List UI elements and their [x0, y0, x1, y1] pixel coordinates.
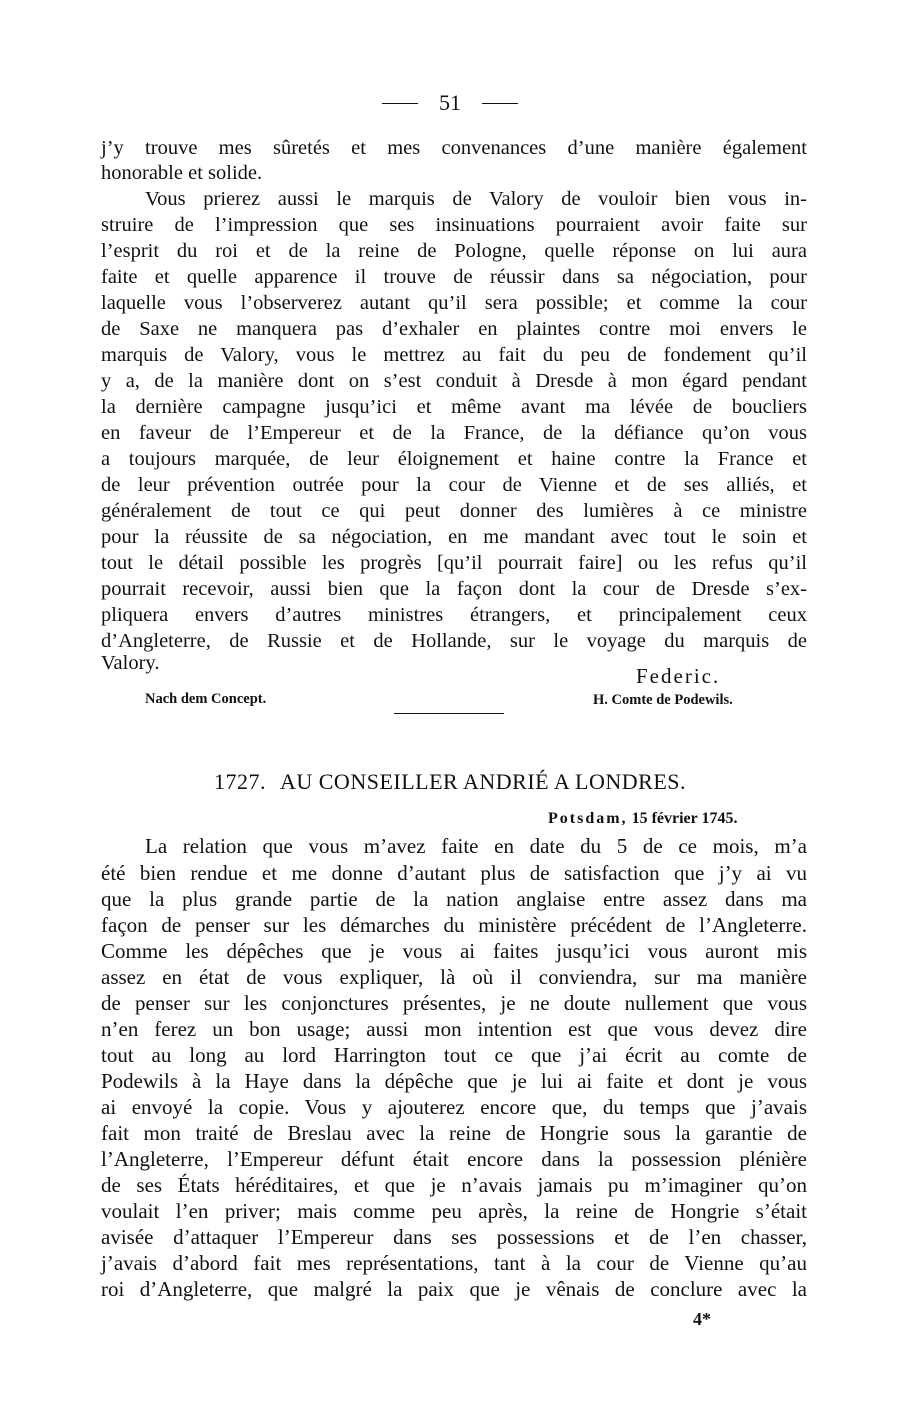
text-line: l’esprit du roi et de la reine de Pologne, quelle réponse on lui aura	[101, 240, 807, 262]
text-line: roi d’Angleterre, que malgré la paix que je vênais de conclure avec la	[101, 1277, 807, 1301]
text-line: en faveur de l’Empereur et de la France, de la défiance qu’on vous	[101, 422, 807, 444]
signature-mark: 4*	[693, 1309, 711, 1329]
text-line: façon de penser sur les démarches du ministère précédent de l’Angleterre.	[101, 913, 807, 937]
page-number: 51	[439, 90, 461, 115]
text-line: l’Angleterre, l’Empereur défunt était encore dans la possession plénière	[101, 1147, 807, 1171]
text-line: n’en ferez un bon usage; aussi mon intention est que vous devez dire	[101, 1017, 807, 1041]
text-line: de penser sur les conjonctures présentes, je ne doute nullement que vous	[101, 991, 807, 1015]
dateline-place: Potsdam,	[548, 810, 628, 827]
text-line: Vous prierez aussi le marquis de Valory de vouloir bien vous in-	[145, 188, 807, 210]
text-line: de ses États héréditaires, et que je n’avais jamais pu m’imaginer qu’on	[101, 1173, 807, 1197]
text-line: pour la réussite de sa négociation, en me mandant avec tout le soin et	[101, 526, 807, 548]
text-line: pourrait recevoir, aussi bien que la façon dont la cour de Dresde s’ex-	[101, 578, 807, 600]
letter-title: AU CONSEILLER ANDRIÉ A LONDRES.	[279, 769, 686, 794]
text-line: la dernière campagne jusqu’ici et même avant ma lévée de boucliers	[101, 396, 807, 418]
text-line: que la plus grande partie de la nation anglaise entre assez dans ma	[101, 887, 807, 911]
section-divider	[394, 713, 504, 714]
text-line: tout au long au lord Harrington tout ce que j’ai écrit au comte de	[101, 1043, 807, 1067]
text-line: avisée d’attaquer l’Empereur dans ses possessions et de l’en chasser,	[101, 1225, 807, 1249]
text-line: de Saxe ne manquera pas d’exhaler en plaintes contre moi envers le	[101, 318, 807, 340]
header-rule-right	[482, 103, 518, 104]
text-line: Comme les dépêches que je vous ai faites jusqu’ici vous auront mis	[101, 939, 807, 963]
text-line: honorable et solide.	[101, 162, 263, 184]
text-line: Valory.	[101, 652, 160, 674]
text-line: struire de l’impression que ses insinuations pourraient avoir faite sur	[101, 214, 807, 236]
letter-number: 1727.	[213, 769, 266, 794]
letter-heading	[0, 767, 900, 797]
text-line: laquelle vous l’observerez autant qu’il sera possible; et comme la cour	[101, 292, 807, 314]
text-line: faite et quelle apparence il trouve de réussir dans sa négociation, pour	[101, 266, 807, 288]
text-line: j’avais d’abord fait mes représentations, tant à la cour de Vienne qu’au	[101, 1251, 807, 1275]
text-line: d’Angleterre, de Russie et de Hollande, sur le voyage du marquis de	[101, 630, 807, 652]
signature: Federic.	[636, 664, 721, 688]
countersignature: H. Comte de Podewils.	[593, 692, 733, 708]
text-line: j’y trouve mes sûretés et mes convenances d’une manière également	[101, 137, 807, 159]
text-line: marquis de Valory, vous le mettrez au fait du peu de fondement qu’il	[101, 344, 807, 366]
text-line: Podewils à la Haye dans la dépêche que je lui ai faite et dont je vous	[101, 1069, 807, 1093]
text-line: généralement de tout ce qui peut donner des lumières à ce ministre	[101, 500, 807, 522]
header-rule-left	[382, 103, 418, 104]
text-line: y a, de la manière dont on s’est conduit à Dresde à mon égard pendant	[101, 370, 807, 392]
dateline	[548, 807, 737, 831]
text-line: a toujours marquée, de leur éloignement et haine contre la France et	[101, 448, 807, 470]
text-line: pliquera envers d’autres ministres étrangers, et principalement ceux	[101, 604, 807, 626]
text-line: tout le détail possible les progrès [qu’il pourrait faire] ou les refus qu’il	[101, 552, 807, 574]
source-note: Nach dem Concept.	[145, 691, 267, 707]
text-line: fait mon traité de Breslau avec la reine de Hongrie sous la garantie de	[101, 1121, 807, 1145]
text-line: La relation que vous m’avez faite en date du 5 de ce mois, m’a	[145, 834, 807, 858]
text-line: assez en état de vous expliquer, là où il conviendra, sur ma manière	[101, 965, 807, 989]
text-line: été bien rendue et me donne d’autant plus de satisfaction que j’y ai vu	[101, 861, 807, 885]
text-line: de leur prévention outrée pour la cour de Vienne et de ses alliés, et	[101, 474, 807, 496]
dateline-date: 15 février 1745.	[631, 810, 738, 827]
text-line: ai envoyé la copie. Vous y ajouterez encore que, du temps que j’avais	[101, 1095, 807, 1119]
text-line: voulait l’en priver; mais comme peu après, la reine de Hongrie s’était	[101, 1199, 807, 1223]
page-header	[0, 88, 900, 118]
